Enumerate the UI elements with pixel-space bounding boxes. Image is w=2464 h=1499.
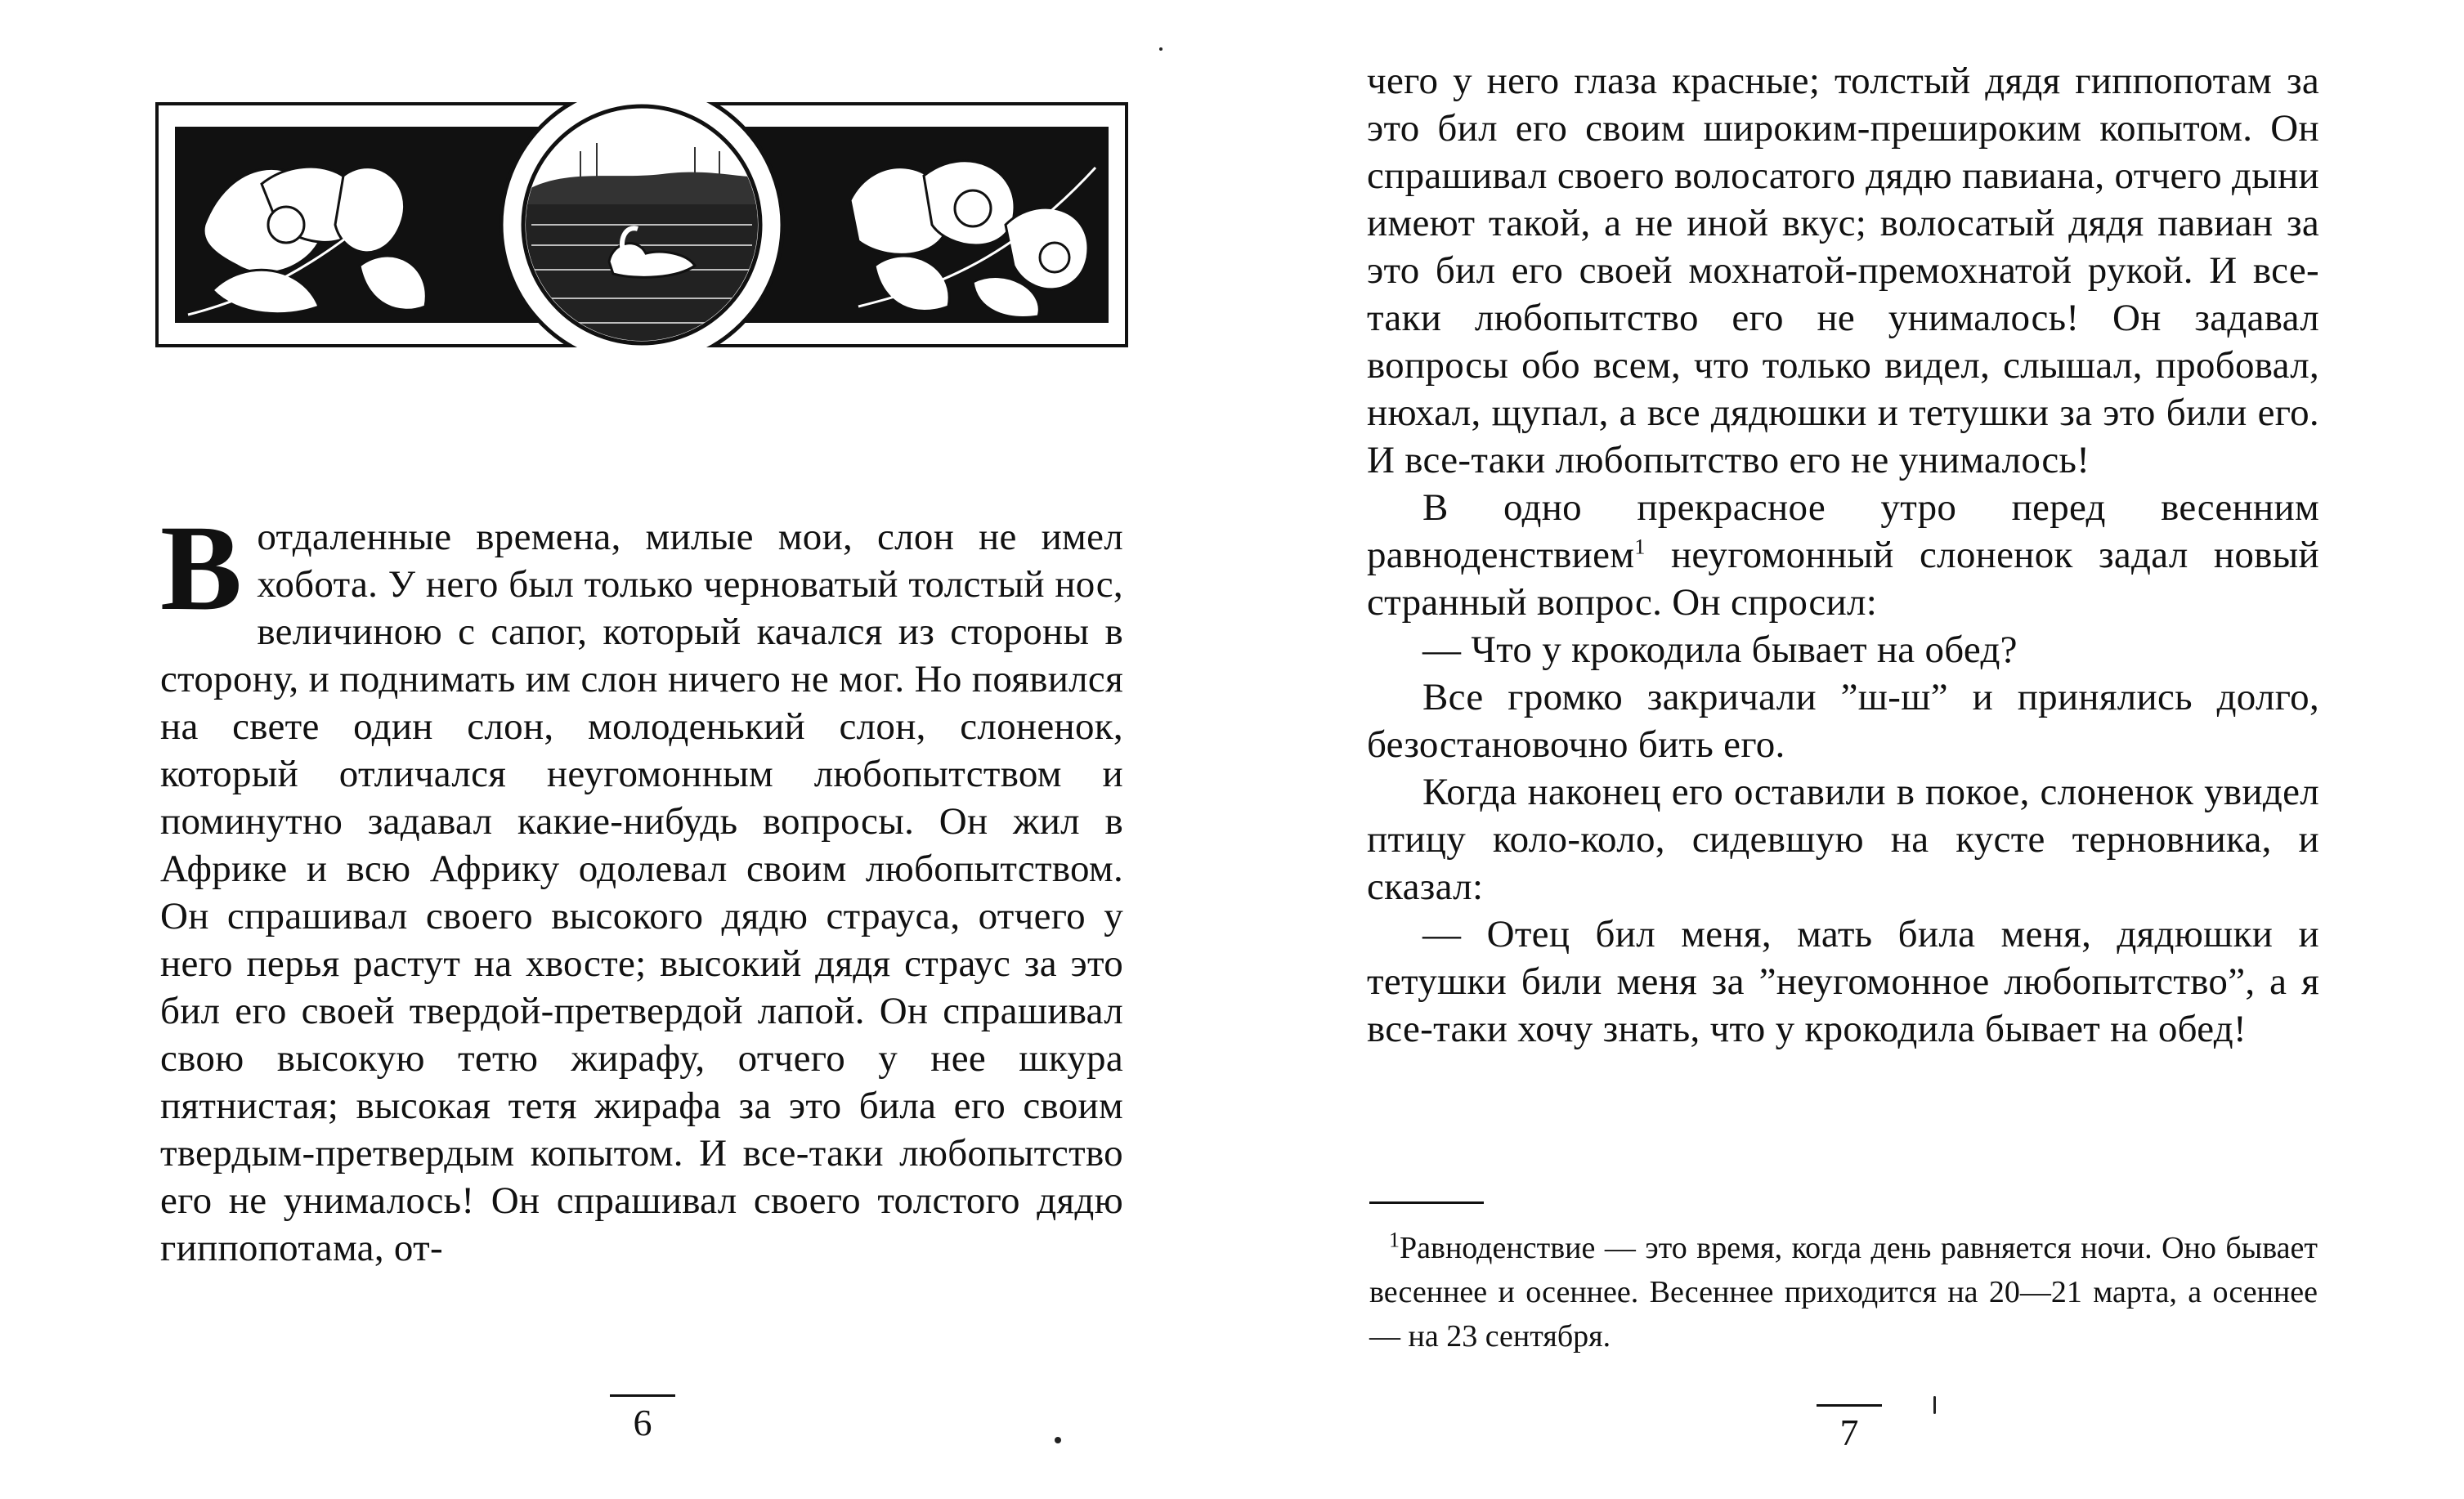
paragraph-text: неугомонный слоненок задал новый странный вопрос. Он спросил: (1367, 534, 2319, 624)
page-number-rule (610, 1394, 675, 1397)
drop-cap: В (160, 500, 243, 636)
dialogue-line: — Отец бил меня, мать била меня, дядюшки и тетушки били меня за ”неугомонное любопытство”, а я все-таки хочу знать, что у крокодила бывает на обед! (1367, 913, 2319, 1050)
page-number: 6 (633, 1402, 652, 1443)
right-page (1232, 0, 2464, 1499)
footnote-text: Равноденствие — это время, когда день равняется ночи. Оно бывает весеннее и осеннее. Весеннее приходится на 20—21 марта, а осеннее — на 23 сентября. (1369, 1231, 2318, 1354)
page-number: 7 (1839, 1412, 1859, 1453)
ornament-header (155, 102, 1128, 347)
opening-paragraph (160, 500, 1123, 1272)
print-speck (1159, 47, 1163, 51)
footnote-reference: 1 (1634, 535, 1646, 559)
paragraph (1367, 484, 2319, 626)
footnote (1369, 1226, 2318, 1358)
ornament-image (155, 102, 1128, 347)
left-body-text (160, 500, 1123, 1272)
opening-paragraph-text: отдаленные времена, милые мои, слон не имел хобота. У него был только черноватый толстый нос, величиною с сапог, который качался из стороны в сторону, и поднимать им слон ничего не мог. Но появился на свете один слон, молоденький слон, слоненок, который отличался неугомонным любопытством и поминутно задавал какие-нибудь вопросы. Он жил в Африке и всю Африку одолевал своим любопытством. Он спрашивал своего высокого дядю страуса, отчего у него перья растут на хвосте; высокий дядя страус за это бил его своей твердой-претвердой лапой. Он спрашивал свою высокую тетю жирафу, отчего у нее шкура пятнистая; высокая тетя жирафа за это била его своим твердым-претвердым копытом. И все-таки любопытство его не унималось! Он спрашивал своего толстого дядю гиппопотама, от- (160, 516, 1123, 1269)
dialogue-line: — Что у крокодила бывает на обед? (1422, 629, 2018, 671)
paragraph-text: В одно прекрасное утро перед весенним равноденствием (1367, 486, 2319, 576)
print-speck (1055, 1437, 1061, 1443)
footnote-mark: 1 (1389, 1228, 1400, 1252)
paragraph: Когда наконец его оставили в покое, слоненок увидел птицу коло-коло, сидевшую на кусте терновника, и сказал: (1367, 771, 2319, 908)
footnote-rule (1369, 1201, 1484, 1204)
print-speck (1933, 1396, 1936, 1414)
paragraph: чего у него глаза красные; толстый дядя гиппопотам за это бил его своим широким-прешироким копытом. Он спрашивал своего волосатого дядю павиана, отчего дыни имеют такой, а не иной вкус; волосатый дядя павиан за это бил его своей мохнатой-премохнатой рукой. И все-таки любопытство его не унималось! Он задавал вопросы обо всем, что только видел, слышал, пробовал, нюхал, щупал, а все дядюшки и тетушки за это били его. И все-таки любопытство его не унималось! (1367, 60, 2319, 481)
page-number-rule (1817, 1404, 1882, 1407)
right-body-text (1367, 57, 2319, 1053)
paragraph: Все громко закричали ”ш-ш” и принялись долго, безостановочно бить его. (1367, 676, 2319, 766)
